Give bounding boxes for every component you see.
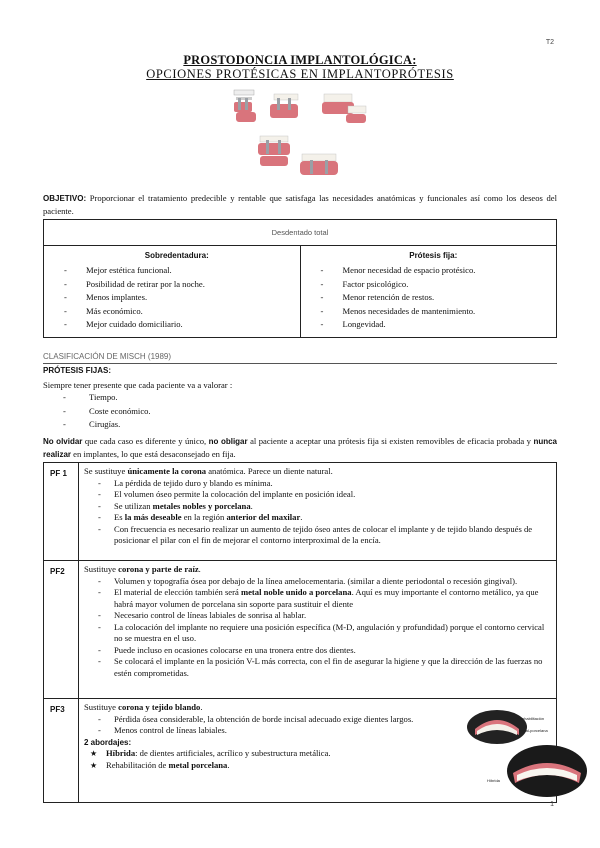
list-item: - Puede incluso en ocasiones colocarse en una tronera entre dos dientes. — [98, 645, 550, 657]
pf1-label: PF 1 — [44, 463, 79, 560]
page-id: T2 — [545, 39, 554, 46]
list-item: - Se colocará el implante en la posición V-L más correcta, con el fin de asegurar la higiene y que la dirección de las fuerzas no estén comprometidas. — [98, 656, 550, 679]
pf2-row — [44, 560, 556, 698]
note-bold: nunca realizar — [43, 437, 557, 459]
list-item: ★ Híbrida: de dientes artificiales, acrílico y subestructura metálica. — [90, 748, 550, 760]
list-item: - La colocación del implante no requiere una posición específica (M-D, angulación y profundidad) porque el contorno cervical no se muestra en el uso. — [98, 622, 550, 645]
implant-image-2 — [270, 94, 298, 118]
note-text: en implantes, lo que está desaconsejado en fija. — [71, 449, 236, 459]
note-text: que cada caso es diferente y único, — [82, 436, 209, 446]
pf1-body — [79, 463, 556, 560]
implant-illustrations — [230, 88, 370, 188]
page-number: 1 — [550, 801, 554, 808]
objective — [43, 192, 557, 219]
pf1-row — [44, 463, 556, 560]
misch-classification-table — [43, 462, 557, 803]
list-item: - Mejor cuidado domiciliario. — [64, 318, 290, 331]
objective-label: OBJETIVO: — [43, 194, 87, 203]
list-item: - Volumen y topografía ósea por debajo de la línea amelocementaria. (similar a diente periodontal o recesión gingival). — [98, 576, 550, 588]
list-item: - Menos necesidades de mantenimiento. — [321, 305, 547, 318]
implant-image-5 — [300, 154, 338, 175]
list-item: - Coste económico. — [63, 405, 557, 419]
list-item: - Posibilidad de retirar por la noche. — [64, 278, 290, 291]
list-item: - Longevidad. — [321, 318, 547, 331]
pf2-label: PF2 — [44, 561, 79, 698]
note-bold: no obligar — [208, 437, 248, 446]
overdenture-column — [44, 246, 300, 337]
list-item: - Factor psicológico. — [321, 278, 547, 291]
pf3-lead: Sustituye corona y tejido blando. — [84, 702, 203, 712]
approaches-heading: 2 abordajes: — [84, 737, 132, 747]
list-item: - Cirugías. — [63, 418, 557, 432]
list-item: - Menos implantes. — [64, 291, 290, 304]
implant-image-3 — [322, 94, 366, 123]
warning-note — [43, 435, 557, 461]
list-item: - Mejor estética funcional. — [64, 264, 290, 277]
note-bold: No olvidar — [43, 437, 83, 446]
comparison-table — [43, 219, 557, 338]
hybrid-photo — [467, 745, 587, 797]
section-title: CLASIFICACIÓN DE MISCH (1989) — [43, 352, 557, 364]
list-item: ★ Rehabilitación de metal porcelana. — [90, 760, 550, 772]
pf3-label: PF3 — [44, 699, 79, 802]
objective-text: Proporcionar el tratamiento predecible y rentable que satisfaga las necesidades anatómicas y funcionales así como los deseos del paciente. — [43, 193, 557, 217]
implant-image-4 — [258, 136, 290, 166]
list-item: - Menos control de líneas labiales. — [98, 725, 418, 737]
list-item: - El material de elección también será metal noble unido a porcelana. Aquí es muy importante el contorno metálico, ya que habrá mayor volumen de porcelana sin soporte para sustituir el diente — [98, 587, 550, 610]
list-item: - Se utilizan metales nobles y porcelana. — [98, 501, 550, 513]
list-item: - Más económico. — [64, 305, 290, 318]
pf2-lead: Sustituye corona y parte de raíz. — [84, 564, 201, 574]
pf3-row — [44, 698, 556, 802]
caption-hybrid: Híbrida — [487, 778, 500, 783]
comparison-header: Desdentado total — [44, 220, 556, 246]
list-item: - Con frecuencia es necesario realizar un aumento de tejido óseo antes de colocar el implante y de tejido blando después de posicionar el pilar con el fin de mejorar el contorno interproximal de la encía. — [98, 524, 550, 547]
caption-metal-porcelain: Rehabilitación metal-porcelana — [519, 716, 548, 733]
page-subtitle: OPCIONES PROTÉSICAS EN IMPLANTOPRÓTESIS — [146, 67, 454, 81]
list-item: - Menor retención de restos. — [321, 291, 547, 304]
page-title: PROSTODONCIA IMPLANTOLÓGICA: — [183, 53, 417, 67]
list-item: - Tiempo. — [63, 391, 557, 405]
fixed-prosthesis-title: Prótesis fija: — [409, 251, 458, 260]
patient-factors — [43, 380, 557, 432]
list-item: - Necesario control de líneas labiales de sonrisa al hablar. — [98, 610, 550, 622]
fixed-prostheses-heading: PRÓTESIS FIJAS: — [43, 366, 112, 375]
pf3-body — [79, 699, 556, 802]
pf2-body — [79, 561, 556, 698]
note-text: al paciente a aceptar una prótesis fija si existen removibles de eficacia probada y — [247, 436, 534, 446]
list-item: - Pérdida ósea considerable, la obtención de borde incisal adecuado exige dientes largos. — [98, 714, 418, 726]
fixed-prosthesis-column — [300, 246, 557, 337]
factors-intro: Siempre tener presente que cada paciente va a valorar : — [43, 380, 233, 390]
implant-image-1 — [234, 90, 256, 122]
list-item: - Es la más deseable en la región anterior del maxilar. — [98, 512, 550, 524]
list-item: - La pérdida de tejido duro y blando es mínima. — [98, 478, 550, 490]
list-item: - Menor necesidad de espacio protésico. — [321, 264, 547, 277]
pf1-lead: Se sustituye únicamente la corona anatómica. Parece un diente natural. — [84, 466, 333, 476]
overdenture-title: Sobredentadura: — [144, 251, 209, 260]
list-item: - El volumen óseo permite la colocación del implante en posición ideal. — [98, 489, 550, 501]
